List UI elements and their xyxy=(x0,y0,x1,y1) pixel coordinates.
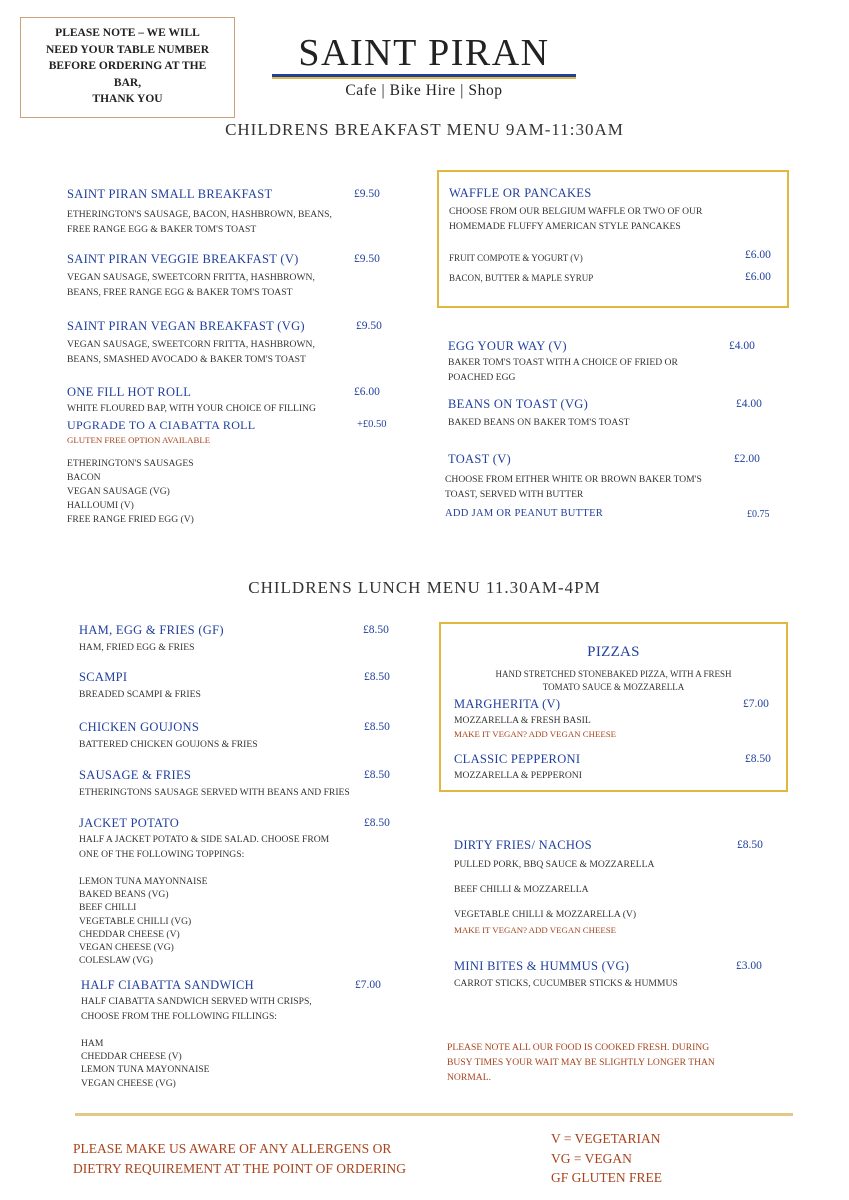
toast-addon-price: £0.75 xyxy=(747,509,770,520)
list-item: BACON xyxy=(67,472,101,483)
goujons-title: CHICKEN GOUJONS xyxy=(79,720,200,734)
desc-line: BEANS, FREE RANGE EGG & BAKER TOM'S TOAST xyxy=(67,287,293,298)
desc-line: CHOOSE FROM OUR BELGIUM WAFFLE OR TWO OF OUR xyxy=(449,206,703,217)
list-item: VEGAN CHEESE (VG) xyxy=(81,1077,176,1089)
pizzas-title: PIZZAS xyxy=(587,644,640,660)
list-item: HAM xyxy=(81,1038,104,1049)
list-item: BAKED BEANS (VG) xyxy=(79,889,169,901)
lunch-heading: CHILDRENS LUNCH MENU 11.30AM-4PM xyxy=(248,578,601,597)
hot-roll-fillings xyxy=(67,457,194,527)
cooked-fresh-note xyxy=(447,1040,715,1085)
list-item: VEGAN CHEESE (VG) xyxy=(79,942,174,954)
ham-egg-desc: HAM, FRIED EGG & FRIES xyxy=(79,642,195,653)
toast-addon-label: ADD JAM OR PEANUT BUTTER xyxy=(445,508,604,519)
breakfast-heading: CHILDRENS BREAKFAST MENU 9AM-11:30AM xyxy=(225,120,624,139)
scampi-desc: BREADED SCAMPI & FRIES xyxy=(79,689,201,700)
notice-line: PLEASE NOTE – WE WILL xyxy=(55,27,200,39)
footer-divider xyxy=(75,1113,793,1116)
dietary-key xyxy=(551,1129,662,1188)
veggie-breakfast-price: £9.50 xyxy=(354,253,380,265)
notice-line: NEED YOUR TABLE NUMBER xyxy=(45,43,210,56)
pepperoni-price: £8.50 xyxy=(745,753,771,765)
logo-tagline: Cafe | Bike Hire | Shop xyxy=(345,82,503,99)
ciabatta-upgrade-price: +£0.50 xyxy=(357,419,387,430)
list-item: CHEDDAR CHEESE (V) xyxy=(79,928,180,940)
pizzas-desc xyxy=(439,668,788,694)
egg-your-way-desc xyxy=(448,355,678,385)
desc-line: VEGAN SAUSAGE, SWEETCORN FRITTA, HASHBROWN, xyxy=(67,339,315,350)
egg-your-way-title: EGG YOUR WAY (V) xyxy=(448,339,567,353)
waffle-option-price: £6.00 xyxy=(745,249,771,261)
waffle-title: WAFFLE OR PANCAKES xyxy=(449,186,592,200)
list-item: HALLOUMI (V) xyxy=(67,500,134,511)
desc-line: HAND STRETCHED STONEBAKED PIZZA, WITH A FRESH xyxy=(495,669,732,679)
desc-line: HALF CIABATTA SANDWICH SERVED WITH CRISPS, xyxy=(81,996,312,1007)
vegan-breakfast-price: £9.50 xyxy=(356,320,382,332)
pepperoni-desc: MOZZARELLA & PEPPERONI xyxy=(454,770,582,781)
veggie-breakfast-title: SAINT PIRAN VEGGIE BREAKFAST (V) xyxy=(67,252,299,266)
dirty-fries-title: DIRTY FRIES/ NACHOS xyxy=(454,838,592,852)
toast-price: £2.00 xyxy=(734,453,760,465)
desc-line: VEGAN SAUSAGE, SWEETCORN FRITTA, HASHBROWN, xyxy=(67,272,315,283)
ciabatta-desc xyxy=(81,994,312,1024)
logo xyxy=(268,33,580,103)
desc-line: BEANS, SMASHED AVOCADO & BAKER TOM'S TOAST xyxy=(67,354,306,365)
toast-title: TOAST (V) xyxy=(448,452,512,466)
notice-line: THANK YOU xyxy=(92,93,163,105)
mini-bites-desc: CARROT STICKS, CUCUMBER STICKS & HUMMUS xyxy=(454,978,678,989)
dirty-fries-price: £8.50 xyxy=(737,839,763,851)
beans-on-toast-price: £4.00 xyxy=(736,398,762,410)
margherita-desc: MOZZARELLA & FRESH BASIL xyxy=(454,715,591,726)
list-item: LEMON TUNA MAYONNAISE xyxy=(79,876,208,887)
allergen-line: PLEASE MAKE US AWARE OF ANY ALLERGENS OR xyxy=(73,1141,392,1156)
mini-bites-title: MINI BITES & HUMMUS (VG) xyxy=(454,959,630,973)
hot-roll-title: ONE FILL HOT ROLL xyxy=(67,385,192,399)
list-item: VEGAN SAUSAGE (VG) xyxy=(67,486,170,497)
desc-line: TOMATO SAUCE & MOZZARELLA xyxy=(542,682,685,692)
allergen-line: DIETRY REQUIREMENT AT THE POINT OF ORDERING xyxy=(73,1161,407,1176)
notice-line: BEFORE ORDERING AT THE xyxy=(48,60,207,72)
list-item: ETHERINGTON'S SAUSAGES xyxy=(67,458,194,469)
desc-line: BAKER TOM'S TOAST WITH A CHOICE OF FRIED OR xyxy=(448,357,678,368)
veggie-breakfast-desc xyxy=(67,270,315,300)
margherita-title: MARGHERITA (V) xyxy=(454,697,561,711)
logo-rule xyxy=(272,74,576,79)
waffle-option-label: BACON, BUTTER & MAPLE SYRUP xyxy=(449,273,594,283)
jacket-potato-price: £8.50 xyxy=(364,817,390,829)
egg-your-way-price: £4.00 xyxy=(729,340,755,352)
beans-on-toast-title: BEANS ON TOAST (VG) xyxy=(448,397,589,411)
dirty-fries-vegan-note: MAKE IT VEGAN? ADD VEGAN CHEESE xyxy=(454,925,617,935)
desc-line: POACHED EGG xyxy=(448,372,516,383)
scampi-price: £8.50 xyxy=(364,671,390,683)
goujons-price: £8.50 xyxy=(364,721,390,733)
jacket-potato-title: JACKET POTATO xyxy=(79,816,180,830)
logo-name: SAINT PIRAN xyxy=(298,32,550,74)
desc-line: ETHERINGTON'S SAUSAGE, BACON, HASHBROWN, BEANS, xyxy=(67,209,332,220)
ciabatta-upgrade-label: UPGRADE TO A CIABATTA ROLL xyxy=(67,418,256,432)
jacket-potato-toppings xyxy=(79,875,207,967)
hot-roll-price: £6.00 xyxy=(354,386,380,398)
small-breakfast-desc xyxy=(67,207,332,237)
key-line: GF GLUTEN FREE xyxy=(551,1170,662,1185)
table-number-notice xyxy=(20,17,235,118)
list-item: LEMON TUNA MAYONNAISE xyxy=(81,1064,210,1076)
sausage-fries-title: SAUSAGE & FRIES xyxy=(79,768,192,782)
toast-desc xyxy=(445,472,702,502)
waffle-option-label: FRUIT COMPOTE & YOGURT (V) xyxy=(449,253,583,263)
ciabatta-fillings xyxy=(81,1037,209,1090)
desc-line: TOAST, SERVED WITH BUTTER xyxy=(445,489,584,500)
note-line: BUSY TIMES YOUR WAIT MAY BE SLIGHTLY LONGER THAN xyxy=(447,1057,715,1068)
desc-line: FREE RANGE EGG & BAKER TOM'S TOAST xyxy=(67,224,257,235)
goujons-desc: BATTERED CHICKEN GOUJONS & FRIES xyxy=(79,739,258,750)
desc-line: CHOOSE FROM THE FOLLOWING FILLINGS: xyxy=(81,1011,277,1022)
list-item: FREE RANGE FRIED EGG (V) xyxy=(67,514,194,525)
desc-line: ONE OF THE FOLLOWING TOPPINGS: xyxy=(79,849,245,860)
key-line: VG = VEGAN xyxy=(551,1150,632,1166)
list-item: BEEF CHILLI xyxy=(79,902,137,914)
small-breakfast-price: £9.50 xyxy=(354,188,380,200)
sausage-fries-desc: ETHERINGTONS SAUSAGE SERVED WITH BEANS AND FRIES xyxy=(79,787,350,798)
waffle-desc xyxy=(449,204,702,234)
key-line: V = VEGETARIAN xyxy=(551,1131,661,1146)
list-item: COLESLAW (VG) xyxy=(79,955,153,967)
ciabatta-title: HALF CIABATTA SANDWICH xyxy=(81,978,254,992)
margherita-price: £7.00 xyxy=(743,698,769,710)
dirty-fries-option: VEGETABLE CHILLI & MOZZARELLA (V) xyxy=(454,909,637,920)
dirty-fries-option: PULLED PORK, BBQ SAUCE & MOZZARELLA xyxy=(454,859,655,870)
list-item: VEGETABLE CHILLI (VG) xyxy=(79,915,192,927)
allergen-notice xyxy=(73,1139,406,1179)
note-line: NORMAL. xyxy=(447,1072,491,1083)
vegan-breakfast-title: SAINT PIRAN VEGAN BREAKFAST (VG) xyxy=(67,319,305,333)
small-breakfast-title: SAINT PIRAN SMALL BREAKFAST xyxy=(67,187,273,201)
gluten-free-note: GLUTEN FREE OPTION AVAILABLE xyxy=(67,435,211,445)
margherita-vegan-note: MAKE IT VEGAN? ADD VEGAN CHEESE xyxy=(454,729,617,739)
sausage-fries-price: £8.50 xyxy=(364,769,390,781)
desc-line: HALF A JACKET POTATO & SIDE SALAD. CHOOSE FROM xyxy=(79,834,330,845)
desc-line: CHOOSE FROM EITHER WHITE OR BROWN BAKER TOM'S xyxy=(445,474,702,485)
desc-line: HOMEMADE FLUFFY AMERICAN STYLE PANCAKES xyxy=(449,221,681,232)
ham-egg-title: HAM, EGG & FRIES (GF) xyxy=(79,623,224,637)
vegan-breakfast-desc xyxy=(67,337,315,367)
scampi-title: SCAMPI xyxy=(79,670,128,684)
note-line: PLEASE NOTE ALL OUR FOOD IS COOKED FRESH. DURING xyxy=(447,1042,710,1053)
notice-line: BAR, xyxy=(113,76,142,89)
ciabatta-price: £7.00 xyxy=(355,979,381,991)
ham-egg-price: £8.50 xyxy=(363,624,389,636)
mini-bites-price: £3.00 xyxy=(736,960,762,972)
jacket-potato-desc xyxy=(79,832,329,862)
pepperoni-title: CLASSIC PEPPERONI xyxy=(454,752,581,766)
beans-on-toast-desc: BAKED BEANS ON BAKER TOM'S TOAST xyxy=(448,417,630,428)
list-item: CHEDDAR CHEESE (V) xyxy=(81,1051,182,1063)
dirty-fries-option: BEEF CHILLI & MOZZARELLA xyxy=(454,884,589,895)
waffle-option-price: £6.00 xyxy=(745,271,771,283)
hot-roll-desc: WHITE FLOURED BAP, WITH YOUR CHOICE OF FILLING xyxy=(67,403,316,414)
